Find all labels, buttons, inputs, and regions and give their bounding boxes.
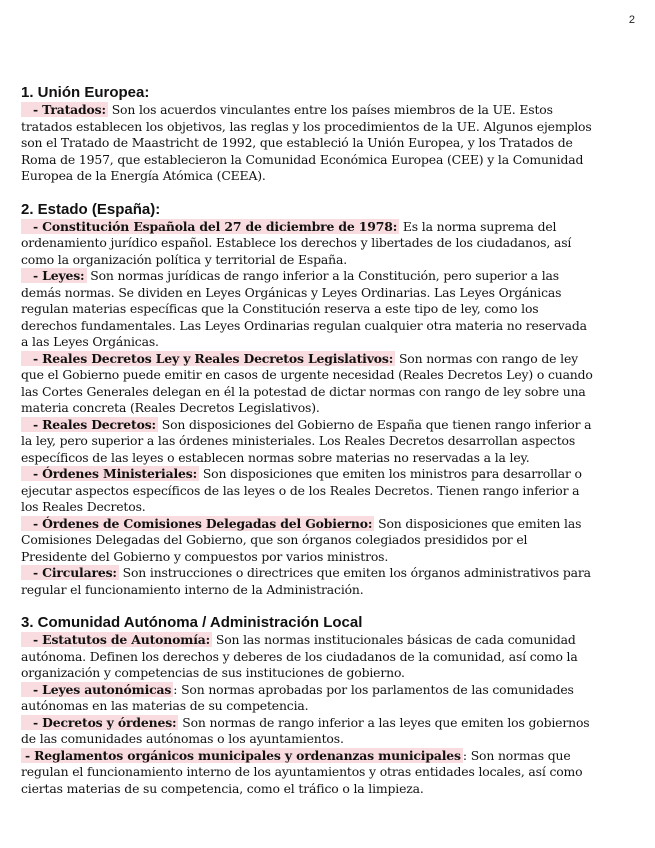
entry-text: Son disposiciones que emiten las Comisiones Delegadas del Gobierno, que son órganos colegiados presididos por el Presidente del Gobierno y compuestos por varios ministros. (21, 515, 582, 564)
entry-ordenes-comisiones (21, 516, 593, 566)
highlighted-term: - Órdenes de Comisiones Delegadas del Gobierno: (21, 516, 374, 531)
entry-estatutos (21, 632, 593, 682)
highlighted-term: - Tratados: (21, 102, 108, 117)
entry-text: Son normas jurídicas de rango inferior a la Constitución, pero superior a las demás normas. Se dividen en Leyes Orgánicas y Leyes Ordinarias. Las Leyes Orgánicas regulan materias específicas que la Constitución reserva a este tipo de ley, como los derechos fundamentales. Las Leyes Ordinarias regulan cualquier otra materia no reservada a las Leyes Orgánicas. (21, 268, 587, 349)
highlighted-term: - Decretos y órdenes: (21, 715, 178, 730)
entry-text: Son instrucciones o directrices que emiten los órganos administrativos para regular el funcionamiento interno de la Administración. (21, 565, 591, 597)
entry-reales-decretos (21, 417, 593, 467)
highlighted-term: - Reales Decretos Ley y Reales Decretos Legislativos: (21, 351, 395, 366)
document-body (21, 84, 593, 813)
section-comunidad-autonoma (21, 614, 593, 797)
entry-text: Son los acuerdos vinculantes entre los países miembros de la UE. Estos tratados establecen los objetivos, las reglas y los procedimientos de la UE. Algunos ejemplos son el Tratado de Maastricht de 1992, que estableció la Unión Europea, y los Tratados de Roma de 1957, que establecieron la Comunidad Económica Europea (CEE) y la Comunidad Europea de la Energía Atómica (CEEA). (21, 102, 592, 183)
entry-tratados (21, 102, 593, 185)
entry-reglamentos (21, 748, 593, 798)
highlighted-term: - Leyes autonómicas (21, 682, 173, 697)
entry-reales-decretos-ley (21, 351, 593, 417)
page-number: 2 (628, 14, 635, 26)
entry-text: Son disposiciones que emiten los ministros para desarrollar o ejecutar aspectos específicos de las leyes o de los Reales Decretos. Tienen rango inferior a los Reales Decretos. (21, 466, 582, 514)
section-heading: 3. Comunidad Autónoma / Administración Local (21, 614, 363, 631)
entry-text: Son disposiciones del Gobierno de España que tienen rango inferior a la ley, pero superior a las órdenes ministeriales. Los Reales Decretos desarrollan aspectos específicos de las leyes o establecen normas sobre materias no reservadas a la ley. (21, 416, 592, 465)
highlighted-term: - Reales Decretos: (21, 417, 158, 432)
section-heading: 1. Unión Europea: (21, 84, 150, 101)
entry-ordenes-ministeriales (21, 466, 593, 516)
entry-decretos-ordenes (21, 715, 593, 748)
entry-constitucion (21, 219, 593, 269)
entry-leyes (21, 268, 593, 351)
section-union-europea (21, 84, 593, 185)
section-heading: 2. Estado (España): (21, 200, 161, 218)
section-estado (21, 201, 593, 599)
highlighted-term: - Constitución Española del 27 de diciembre de 1978: (21, 219, 399, 234)
entry-text: Son las normas institucionales básicas de cada comunidad autónoma. Definen los derechos y deberes de los ciudadanos de la comunidad, así como la organización y competencias de sus instituciones de gobierno. (21, 632, 578, 680)
highlighted-term: - Órdenes Ministeriales: (21, 466, 199, 481)
entry-text: : Son normas aprobadas por los parlamentos de las comunidades autónomas en las materias de su competencia. (21, 681, 574, 713)
entry-text: Es la norma suprema del ordenamiento jurídico español. Establece los derechos y libertades de los ciudadanos, así como la organización política y territorial de España. (21, 218, 572, 267)
entry-text: Son normas de rango inferior a las leyes que emiten los gobiernos de las comunidades autónomas o los ayuntamientos. (21, 714, 590, 746)
highlighted-term: - Circulares: (21, 565, 119, 580)
entry-leyes-autonomicas (21, 682, 593, 715)
highlighted-term: - Estatutos de Autonomía: (21, 632, 212, 647)
entry-text: : Son normas que regulan el funcionamiento interno de los ayuntamientos y otras entidades locales, así como ciertas materias de su competencia, como el tráfico o la limpieza. (21, 747, 583, 796)
highlighted-term: - Reglamentos orgánicos municipales y ordenanzas municipales (21, 748, 463, 763)
entry-text: Son normas con rango de ley que el Gobierno puede emitir en casos de urgente necesidad (Reales Decretos Ley) o cuando las Cortes Generales delegan en él la potestad de dictar normas con rango de ley sobre una materia concreta (Reales Decretos Legislativos). (21, 350, 593, 415)
entry-circulares (21, 565, 593, 598)
highlighted-term: - Leyes: (21, 268, 87, 283)
